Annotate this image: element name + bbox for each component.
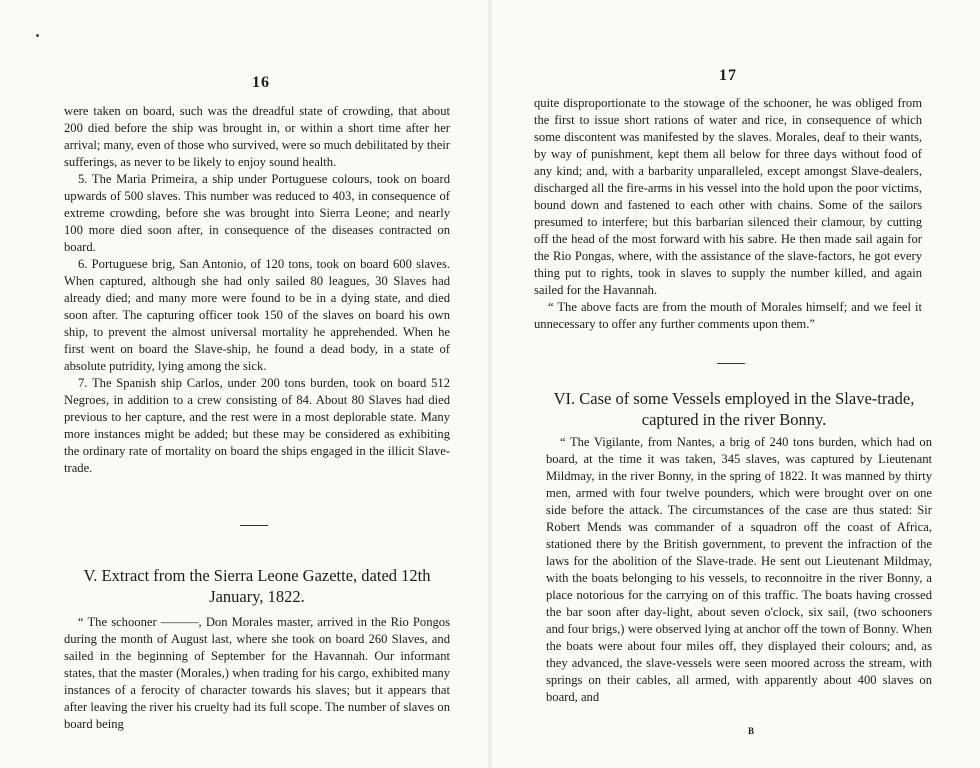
paragraph: “ The Vigilante, from Nantes, a brig of 240 tons burden, which had on board, at the time it was taken, 345 slaves, was captured by Lieutenant Mildmay, in the river Bonny, in the spring of 1822. It was manned by thirty men, armed with four twelve pounders, which were brought over on one side before the attack. The circumstances of the case are thus stated: Sir Robert Mends was commander of a squadron off the coast of Africa, stationed there by the British government, to prevent the infraction of the laws for the abolition of the Slave-trade. He sent out Lieutenant Mildmay, with the boats belonging to his vessels, to reconnoitre in the river Bonny, a place notorious for the carrying on of this traffic. The boats having crossed the bar soon after day-light, about seven o'clock, six sail, (two schooners and four brigs,) were observed lying at anchor off the town of Bonny. When the boats were about four miles off, they displayed their colours; and, as they advanced, the slave-vessels were seen moored across the stream, with springs on their cables, all armed, with apparently about 400 slaves on board, and (546, 435, 932, 704)
section-heading (56, 565, 458, 607)
paragraph: “ The schooner ———, Don Morales master, arrived in the Rio Pongos during the month of August last, where she took on board 260 Slaves, and sailed in the beginning of September for the Havannah. Our informant states, that the master (Morales,) when trading for his cargo, exhibited many instances of a ferocity of character towards his slaves; but it appears that after leaving the river his cruelty had its full scope. The number of slaves on board being (64, 615, 450, 731)
section-number: VI. (553, 389, 576, 408)
paragraph: 7. The Spanish ship Carlos, under 200 tons burden, took on board 512 Negroes, in addition to a crew consisting of 84. About 80 Slaves had died previous to her capture, and the rest were in a most deplorable state. Many more instances might be added; but these may be considered as exhibiting the ordinary rate of mortality on board the ships engaged in the illicit Slave-trade. (64, 376, 450, 475)
section-divider (240, 525, 268, 526)
paragraph: 6. Portuguese brig, San Antonio, of 120 tons, took on board 600 slaves. When captured, although she had only sailed 80 leagues, 30 Slaves had already died; and many more were found to be in a dying state, and died soon after. The capturing officer took 150 of the slaves on board his own ship, to prevent the almost universal mortality he apprehended. When he first went on board the Slave-ship, he found a dead body, in a state of absolute putridity, lying among the sick. (64, 257, 450, 373)
page-number: 16 (252, 74, 270, 91)
ink-speck (36, 34, 39, 37)
body-text-upper (534, 95, 922, 333)
body-text-upper (64, 103, 450, 477)
body-text-lower (546, 434, 932, 706)
paragraph: 5. The Maria Primeira, a ship under Portuguese colours, took on board upwards of 500 slaves. This number was reduced to 403, in consequence of extreme crowding, before she was brought into Sierra Leone; and nearly 100 more died soon after, in consequence of the diseases contracted on board. (64, 172, 450, 254)
paragraph: were taken on board, such was the dreadful state of crowding, that about 200 died before the ship was brought in, or within a short time after her arrival; many, even of those who survived, were so much debilitated by their sufferings, as never to be likely to enjoy sound health. (64, 104, 450, 169)
section-title: Case of some Vessels employed in the Slave-trade, captured in the river Bonny. (579, 389, 915, 429)
section-heading (534, 388, 934, 430)
section-title: Extract from the Sierra Leone Gazette, dated 12th January, 1822. (101, 566, 431, 606)
paragraph: quite disproportionate to the stowage of the schooner, he was obliged from the first to issue short rations of water and rice, in consequence of which some discontent was manifested by the slaves. Morales, deaf to their wants, by way of punishment, kept them all below for three days without food of any kind; and, with a barbarity unparalleled, except amongst Slave-dealers, discharged all the fire-arms in his vessel into the hold upon the poor victims, bound down and fastened to each other with chains. Some of the sailors presumed to interfere; but this barbarian silenced their clamour, by cutting off the head of the most forward with his sabre. He then made sail again for the Rio Pongas, where, with the assistance of the slave-factors, he got every thing put to rights, took in slaves to supply the number killed, and again sailed for the Havannah. (534, 96, 922, 297)
page-number: 17 (719, 67, 737, 84)
section-divider (717, 363, 745, 364)
body-text-lower (64, 614, 450, 733)
right-page (490, 0, 980, 768)
paragraph: “ The above facts are from the mouth of Morales himself; and we feel it unnecessary to offer any further comments upon them.” (534, 300, 922, 331)
signature-mark: B (748, 726, 755, 736)
section-number: V. (83, 566, 98, 585)
